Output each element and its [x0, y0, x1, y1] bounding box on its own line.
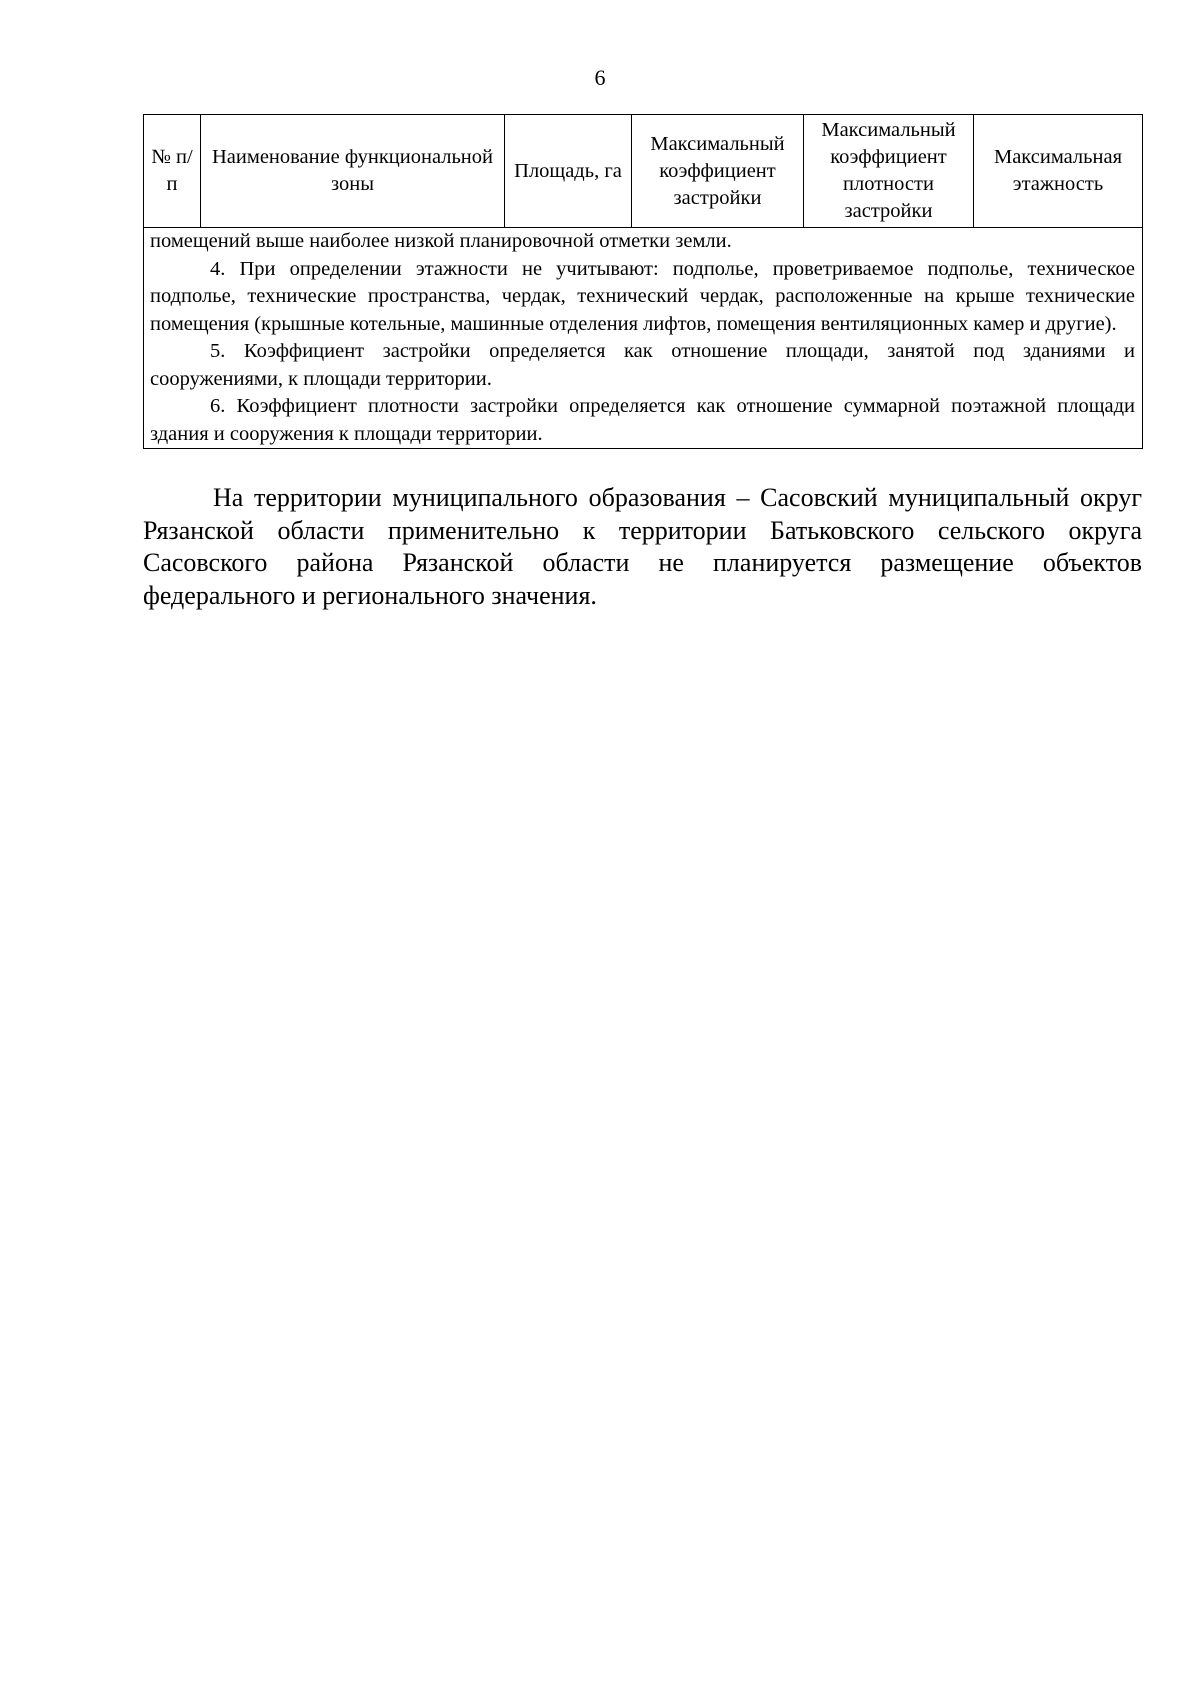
- table-header: [144, 115, 1143, 228]
- header-zone-name: Наименование функциональной зоны: [201, 115, 505, 228]
- header-max-density-coefficient: Максимальный коэффициент плотности застройки: [804, 115, 974, 228]
- table-notes-cell: [144, 228, 1143, 449]
- table-header-row: [144, 115, 1143, 228]
- header-number: № п/п: [144, 115, 201, 228]
- header-area: Площадь, га: [505, 115, 632, 228]
- note-6: 6. Коэффициент плотности застройки определяется как отношение суммарной поэтажной площади здания и сооружения к площади территории.: [150, 395, 1135, 445]
- note-4: 4. При определении этажности не учитывают: подполье, проветриваемое подполье, техническое подполье, технические пространства, чердак, технический чердак, расположенные на крыше технические помещения (крышные котельные, машинные отделения лифтов, помещения вентиляционных камер и другие).: [150, 257, 1135, 335]
- page-number: 6: [594, 65, 606, 90]
- note-5: 5. Коэффициент застройки определяется как отношение площади, занятой под зданиями и сооружениями, к площади территории.: [150, 340, 1135, 390]
- body-paragraph: На территории муниципального образования – Сасовский муниципальный округ Рязанской области применительно к территории Батьковского сельского округа Сасовского района Рязанской области не планируется размещение объектов федерального и регионального значения.: [143, 483, 1142, 610]
- functional-zones-table: [143, 114, 1143, 449]
- header-max-building-coefficient: Максимальный коэффициент застройки: [632, 115, 804, 228]
- notes-continuation: помещений выше наиболее низкой планировочной отметки земли.: [150, 230, 732, 252]
- table-notes-row: [144, 228, 1143, 449]
- header-max-floors: Максимальная этажность: [974, 115, 1143, 228]
